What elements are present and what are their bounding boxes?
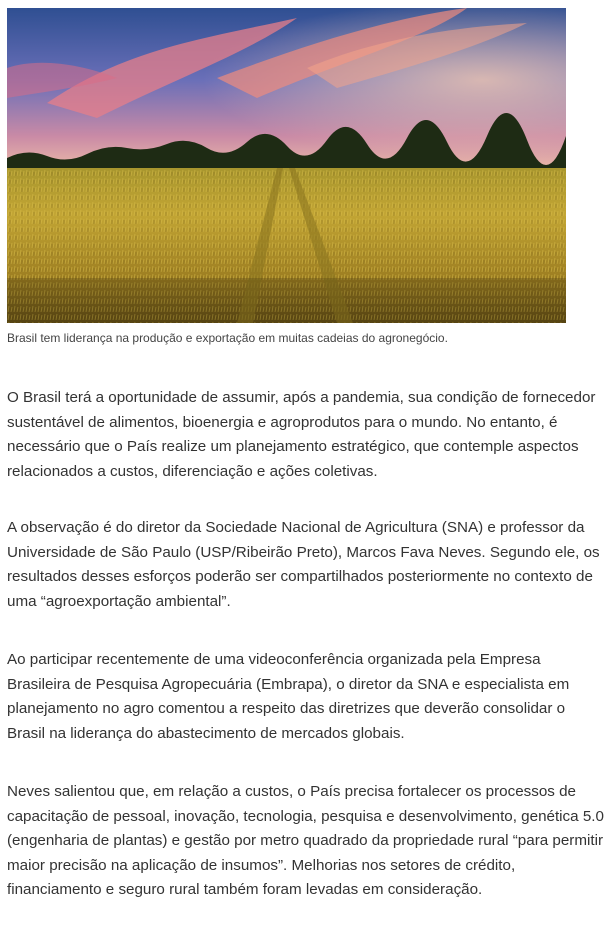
article-paragraph-2: A observação é do diretor da Sociedade Nacional de Agricultura (SNA) e professor da Universidade de São Paulo (USP/Ribeirão Preto), Marcos Fava Neves. Segundo ele, os resultados desses esforços poderão ser compartilhados posteriormente no contexto de uma “agroexportação ambiental”. <box>7 519 600 610</box>
wheat-field-illustration <box>7 8 566 323</box>
article-paragraph-1: O Brasil terá a oportunidade de assumir, após a pandemia, sua condição de fornecedor sustentável de alimentos, bioenergia e agroprodutos para o mundo. No entanto, é necessário que o País realize um planejamento estratégico, que contemple aspectos relacionados a custos, diferenciação e ações coletivas. <box>7 389 596 480</box>
article-paragraph-3: Ao participar recentemente de uma videoconferência organizada pela Empresa Brasileira de Pesquisa Agropecuária (Embrapa), o diretor da SNA e especialista em planejamento no agro comentou a respeito das diretrizes que deverão consolidar o Brasil na liderança do abastecimento de mercados globais. <box>7 651 570 742</box>
image-caption: Brasil tem liderança na produção e exportação em muitas cadeias do agronegócio. <box>7 331 448 345</box>
article-paragraph-4: Neves salientou que, em relação a custos, o País precisa fortalecer os processos de capacitação de pessoal, inovação, tecnologia, pesquisa e desenvolvimento, genética 5.0 (engenharia de plantas) e gestão por metro quadrado da propriedade rural “para permitir maior precisão na aplicação de insumos”. Melhorias nos setores de crédito, financiamento e seguro rural também foram levadas em consideração. <box>7 783 604 898</box>
wheat-field-sunset-image <box>7 8 566 323</box>
